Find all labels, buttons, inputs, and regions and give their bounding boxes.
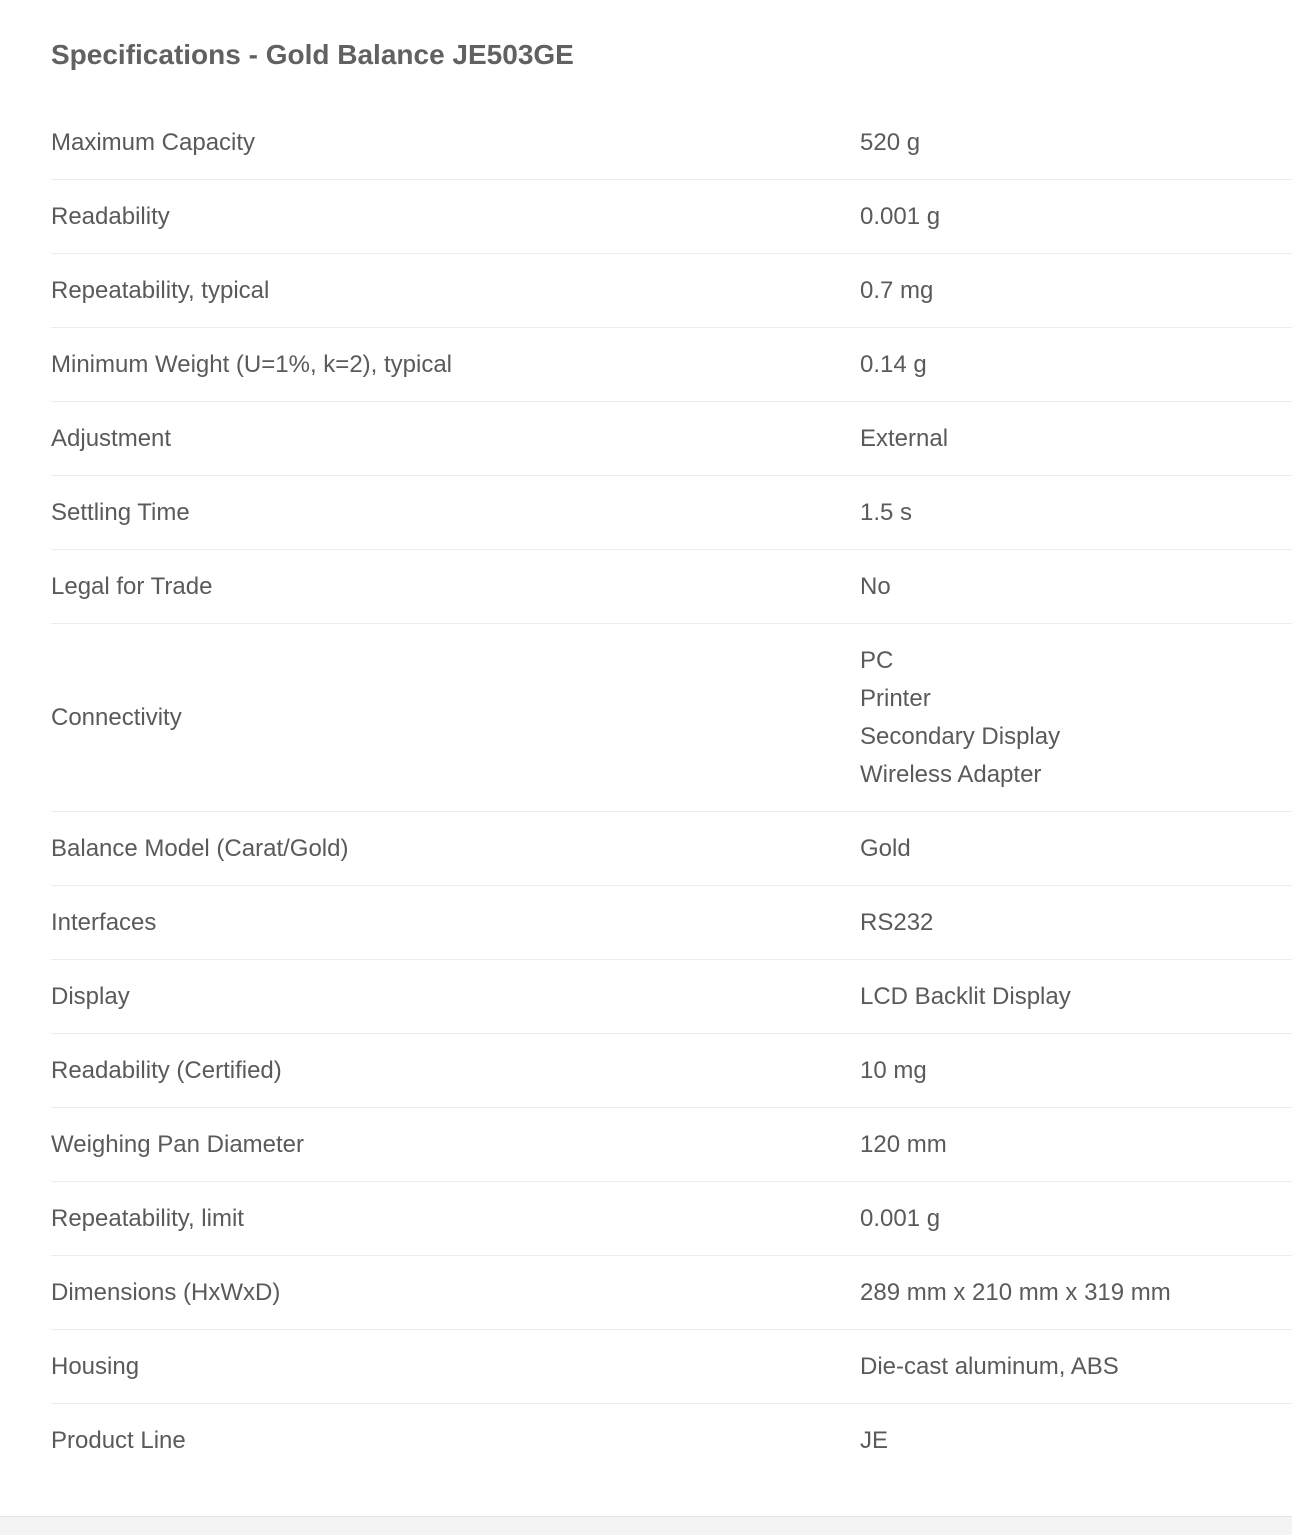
spec-value-list bbox=[860, 642, 1292, 794]
spec-row-product-line bbox=[51, 1404, 1292, 1478]
spec-row-minimum-weight bbox=[51, 328, 1292, 402]
spec-label: Dimensions (HxWxD) bbox=[51, 1278, 281, 1306]
spec-row-legal-for-trade bbox=[51, 550, 1292, 624]
spec-value: 0.001 g bbox=[860, 202, 941, 230]
spec-value: LCD Backlit Display bbox=[860, 982, 1071, 1010]
spec-label: Minimum Weight (U=1%, k=2), typical bbox=[51, 350, 453, 378]
page-title: Specifications - Gold Balance JE503GE bbox=[51, 39, 574, 70]
spec-value-item: Wireless Adapter bbox=[860, 760, 1042, 788]
spec-value: RS232 bbox=[860, 908, 934, 936]
spec-label: Readability (Certified) bbox=[51, 1056, 282, 1084]
spec-value: 289 mm x 210 mm x 319 mm bbox=[860, 1278, 1171, 1306]
spec-value: Gold bbox=[860, 834, 911, 862]
spec-value: No bbox=[860, 572, 891, 600]
spec-row-repeatability-typical bbox=[51, 254, 1292, 328]
spec-label: Adjustment bbox=[51, 424, 172, 452]
spec-value: 120 mm bbox=[860, 1130, 947, 1158]
spec-value: 10 mg bbox=[860, 1056, 927, 1084]
spec-row-balance-model bbox=[51, 812, 1292, 886]
spec-label: Legal for Trade bbox=[51, 572, 213, 600]
footer-divider bbox=[0, 1516, 1292, 1535]
spec-row-housing bbox=[51, 1330, 1292, 1404]
spec-label: Balance Model (Carat/Gold) bbox=[51, 834, 349, 862]
spec-value: External bbox=[860, 424, 949, 452]
spec-label: Housing bbox=[51, 1352, 140, 1380]
spec-label: Display bbox=[51, 982, 130, 1010]
spec-label: Readability bbox=[51, 202, 170, 230]
spec-value: 0.001 g bbox=[860, 1204, 941, 1232]
spec-label: Repeatability, typical bbox=[51, 276, 270, 304]
spec-table bbox=[51, 106, 1292, 1478]
spec-label: Settling Time bbox=[51, 498, 190, 526]
spec-label: Connectivity bbox=[51, 703, 182, 731]
spec-label: Product Line bbox=[51, 1427, 186, 1454]
spec-row-readability bbox=[51, 180, 1292, 254]
spec-row-dimensions bbox=[51, 1256, 1292, 1330]
spec-value: 520 g bbox=[860, 128, 921, 156]
spec-value-item: Printer bbox=[860, 684, 931, 712]
spec-label: Interfaces bbox=[51, 908, 157, 936]
spec-row-maximum-capacity bbox=[51, 106, 1292, 180]
spec-row-settling-time bbox=[51, 476, 1292, 550]
specifications-section bbox=[51, 0, 1292, 1478]
spec-row-repeatability-limit bbox=[51, 1182, 1292, 1256]
spec-row-connectivity bbox=[51, 624, 1292, 812]
spec-row-display bbox=[51, 960, 1292, 1034]
spec-row-adjustment bbox=[51, 402, 1292, 476]
spec-value-item: Secondary Display bbox=[860, 722, 1061, 750]
spec-value: 0.14 g bbox=[860, 350, 927, 378]
spec-value: 0.7 mg bbox=[860, 276, 934, 304]
spec-row-readability-certified bbox=[51, 1034, 1292, 1108]
spec-label: Repeatability, limit bbox=[51, 1204, 244, 1232]
spec-value: JE bbox=[860, 1427, 889, 1454]
spec-label: Weighing Pan Diameter bbox=[51, 1130, 305, 1158]
spec-value: 1.5 s bbox=[860, 498, 913, 526]
spec-row-interfaces bbox=[51, 886, 1292, 960]
spec-value-item: PC bbox=[860, 646, 894, 674]
spec-row-weighing-pan-diameter bbox=[51, 1108, 1292, 1182]
spec-value: Die-cast aluminum, ABS bbox=[860, 1352, 1119, 1380]
spec-label: Maximum Capacity bbox=[51, 128, 256, 156]
